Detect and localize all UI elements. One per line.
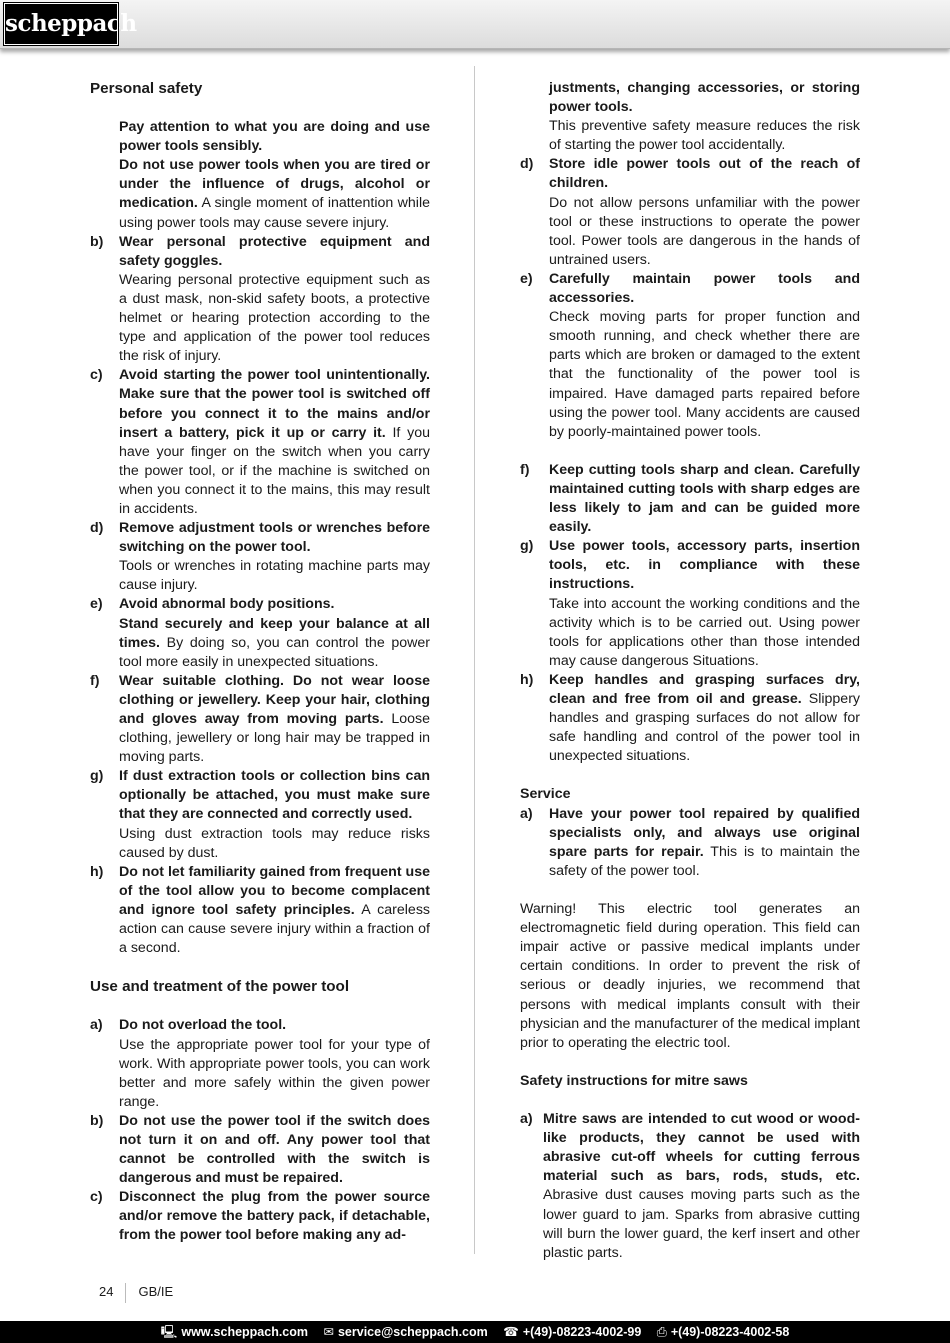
list-item: f) Keep cutting tools sharp and clean. Carefully maintained cutting tools with sharp edges are less likely to jam and can be guided more easily. xyxy=(520,461,860,536)
list-item: c) Disconnect the plug from the power source and/or remove the battery pack, if detachable, from the power tool before making any ad- xyxy=(90,1189,430,1244)
phone-icon: ☎ xyxy=(503,1325,519,1339)
list-item: f) Wear suitable clothing. Do not wear loose clothing or jewellery. Keep your hair, clothing and gloves away from moving parts. Loose clothing, jewellery or long hair may be trapped in moving parts. xyxy=(90,672,430,766)
email-link[interactable]: ✉ service@scheppach.com xyxy=(324,1325,488,1339)
list-item: a) Do not overload the tool. Use the appropriate power tool for your type of work. With appropriate power tools, you can work better and more safely within the given power range. xyxy=(90,1017,430,1110)
warning-paragraph: Warning! This electric tool generates an electromagnetic field during operation. This field can impair active or passive medical implants under certain conditions. In order to prevent the risk of serious or deadly injuries, we recommend that persons with medical implants consult with their physician and the manufacturer of the medical implant prior to operating the electric tool. xyxy=(520,901,860,1051)
website-link[interactable]: 🖳 www.scheppach.com xyxy=(161,1325,308,1339)
left-column xyxy=(90,79,430,1246)
list-item: e) Carefully maintain power tools and accessories. Check moving parts for proper function and smooth running, and check whether there are parts which are broken or damaged to the extent that the functionality of the power tool is impaired. Have damaged parts repaired before using the power tool. Many accidents are caused by poorly-maintained power tools. xyxy=(520,270,860,440)
brand-logo: scheppach xyxy=(4,3,118,45)
fax-icon: ⎙ xyxy=(656,1325,667,1339)
list-item: g) Use power tools, accessory parts, insertion tools, etc. in compliance with these instructions. Take into account the working conditions and the activity which is to be carried out. Using power tools for applications other than those intended may cause dangerous Situations. xyxy=(520,538,860,669)
list-item: g) If dust extraction tools or collection bins can optionally be attached, you must make sure that they are connected and correctly used. Using dust extraction tools may reduce risks caused by dust. xyxy=(90,768,430,861)
list-item: e) Avoid abnormal body positions. Stand securely and keep your balance at all times. By doing so, you can control the power tool more easily in unexpected situations. xyxy=(90,596,430,670)
list-item: h) Do not let familiarity gained from frequent use of the tool allow you to become complacent and ignore tool safety principles. A careless action can cause severe injury within a fraction of a second. xyxy=(90,863,431,957)
list-item: b) Wear personal protective equipment and safety goggles. Wearing personal protective equipment such as a dust mask, non-skid safety boots, a protective helmet or hearing protection according to the type and application of the power tool reduces the risk of injury. xyxy=(90,233,430,365)
section-title-mitre-saws: Safety instructions for mitre saws xyxy=(520,1072,748,1089)
page-header xyxy=(0,0,950,49)
list-item: a) Have your power tool repaired by qualified specialists only, and always use original spare parts for repair. This is to maintain the safety of the power tool. xyxy=(520,805,860,879)
page-footer xyxy=(99,1282,173,1303)
list-item: a) Mitre saws are intended to cut wood or wood-like products, they cannot be used with abrasive cut-off wheels for cutting ferrous material such as bars, rods, studs, etc. Abrasive dust causes moving parts such as the lower guard to jam. Sparks from abrasive cutting will burn the lower guard, the kerf insert and other plastic parts. xyxy=(520,1111,860,1261)
computer-icon: 🖳 xyxy=(160,1325,178,1339)
region-code: GB/IE xyxy=(138,1284,174,1299)
list-item-continued: justments, changing accessories, or storing power tools. This preventive safety measure reduces the risk of starting the power tool accidentally. xyxy=(549,80,860,154)
contact-bar xyxy=(0,1321,950,1343)
section-title-personal-safety: Personal safety xyxy=(90,80,203,97)
mail-icon: ✉ xyxy=(323,1325,334,1339)
list-item: c) Avoid starting the power tool unintentionally. Make sure that the power tool is switched off before you connect it to the mains and/or insert a battery, pick it up or carry it. If you have your finger on the switch when you carry the power tool, or if the machine is switched on when you connect it to the mains, this may result in accidents. xyxy=(90,367,430,517)
phone-number: ☎ +(49)-08223-4002-99 xyxy=(503,1325,641,1339)
list-item: b) Do not use the power tool if the switch does not turn it on and off. Any power tool that cannot be controlled with the switch is dangerous and must be repaired. xyxy=(90,1112,430,1187)
section-title-service: Service xyxy=(520,786,571,803)
column-divider xyxy=(474,66,475,1254)
fax-number: ⎙ +(49)-08223-4002-58 xyxy=(657,1325,790,1339)
right-column xyxy=(520,79,860,1263)
list-item: Pay attention to what you are doing and use power tools sensibly. Do not use power tools when you are tired or under the influence of drugs, alcohol or medication. A single moment of inattention while using power tools may cause severe injury. xyxy=(119,119,430,231)
page-number: 24 xyxy=(99,1284,114,1299)
footer-divider xyxy=(125,1283,126,1303)
list-item: d) Store idle power tools out of the reach of children. Do not allow persons unfamiliar with the power tool or these instructions to operate the power tool. Power tools are dangerous in the hands of untrained users. xyxy=(520,156,860,268)
list-item: d) Remove adjustment tools or wrenches before switching on the power tool. Tools or wrenches in rotating machine parts may cause injury. xyxy=(90,520,430,594)
section-title-use-treatment: Use and treatment of the power tool xyxy=(90,978,350,996)
list-item: h) Keep handles and grasping surfaces dry, clean and free from oil and grease. Slippery handles and grasping surfaces do not allow for safe handling and control of the power tool in unexpected situations. xyxy=(520,671,861,765)
